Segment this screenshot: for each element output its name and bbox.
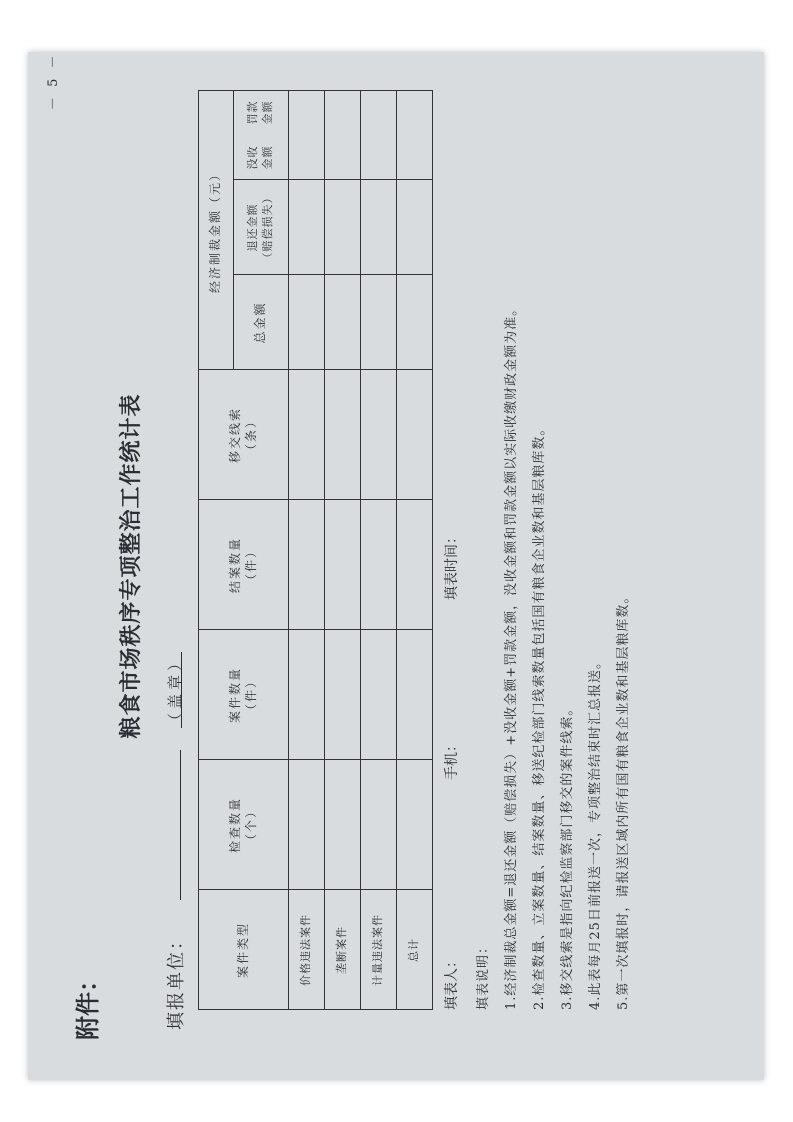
filler-label: 填表人： [444, 954, 460, 1010]
instruction-item: 2.检查数量、立案数量、结案数量、移送纪检部门线索数量包括国有粮食企业数和基层粮库数。 [532, 421, 547, 1010]
table-border-bottom [432, 90, 433, 1010]
table-line-row2 [360, 90, 361, 1010]
row-label-price-violation: 价格违法案件 [298, 914, 312, 986]
instructions-heading: 填表说明： [476, 939, 491, 1010]
filling-instructions [470, 302, 638, 1010]
document-title: 粮食市场秩序专项整治工作统计表 [118, 393, 144, 739]
header-transfer-clues: 移交线索 （条） [227, 407, 258, 464]
phone-label: 手机： [444, 738, 460, 780]
instruction-item: 4.此表每月25日前报送一次，专项整治结束时汇总报送。 [588, 655, 603, 1010]
row-label-total: 总计 [406, 938, 420, 962]
table-line-header-bottom [288, 90, 289, 1010]
page-number: － 5 － [46, 52, 61, 110]
spacer [233, 134, 433, 135]
document-page [28, 52, 764, 1080]
header-refund-amount: 退还金额 （赔偿损失） [245, 191, 274, 264]
row-label-metrology-violation: 计量违法案件 [370, 914, 384, 986]
statistics-table [198, 90, 433, 1010]
header-closed-count: 结案数量 （件） [227, 537, 258, 594]
header-total-amount: 总金额 [253, 301, 268, 344]
header-fine-amount: 罚款 金额 [245, 100, 274, 125]
reporting-unit-blank [180, 750, 181, 900]
header-confiscated-amount: 没收 金额 [245, 145, 274, 170]
header-inspect-count: 检查数量 （个） [227, 797, 258, 854]
instruction-item: 3.移交线索是指向纪检监察部门移交的案件线索。 [560, 701, 575, 1010]
rotated-content [28, 52, 764, 1080]
instruction-item: 5.第一次填报时，请报送区域内所有国有粮食企业数和基层粮库数。 [616, 589, 631, 1010]
header-case-count: 案件数量 （件） [227, 667, 258, 724]
table-line-row1 [324, 90, 325, 1010]
reporting-unit-label: 填报单位： [166, 930, 187, 1030]
stamp-label: （盖章） [166, 651, 184, 728]
row-label-monopoly: 垄断案件 [334, 926, 348, 974]
header-economic-sanction: 经济制裁金额（元） [208, 167, 223, 294]
attachment-label: 附件： [73, 968, 102, 1040]
fill-time-label: 填表时间： [444, 530, 460, 600]
table-line-row3 [396, 90, 397, 1010]
header-case-type: 案件类型 [235, 922, 250, 979]
instruction-item: 1.经济制裁总金额=退还金额（赔偿损失）+没收金额+罚款金额，没收金额和罚款金额以实际收缴财政金额为准。 [504, 301, 519, 1010]
